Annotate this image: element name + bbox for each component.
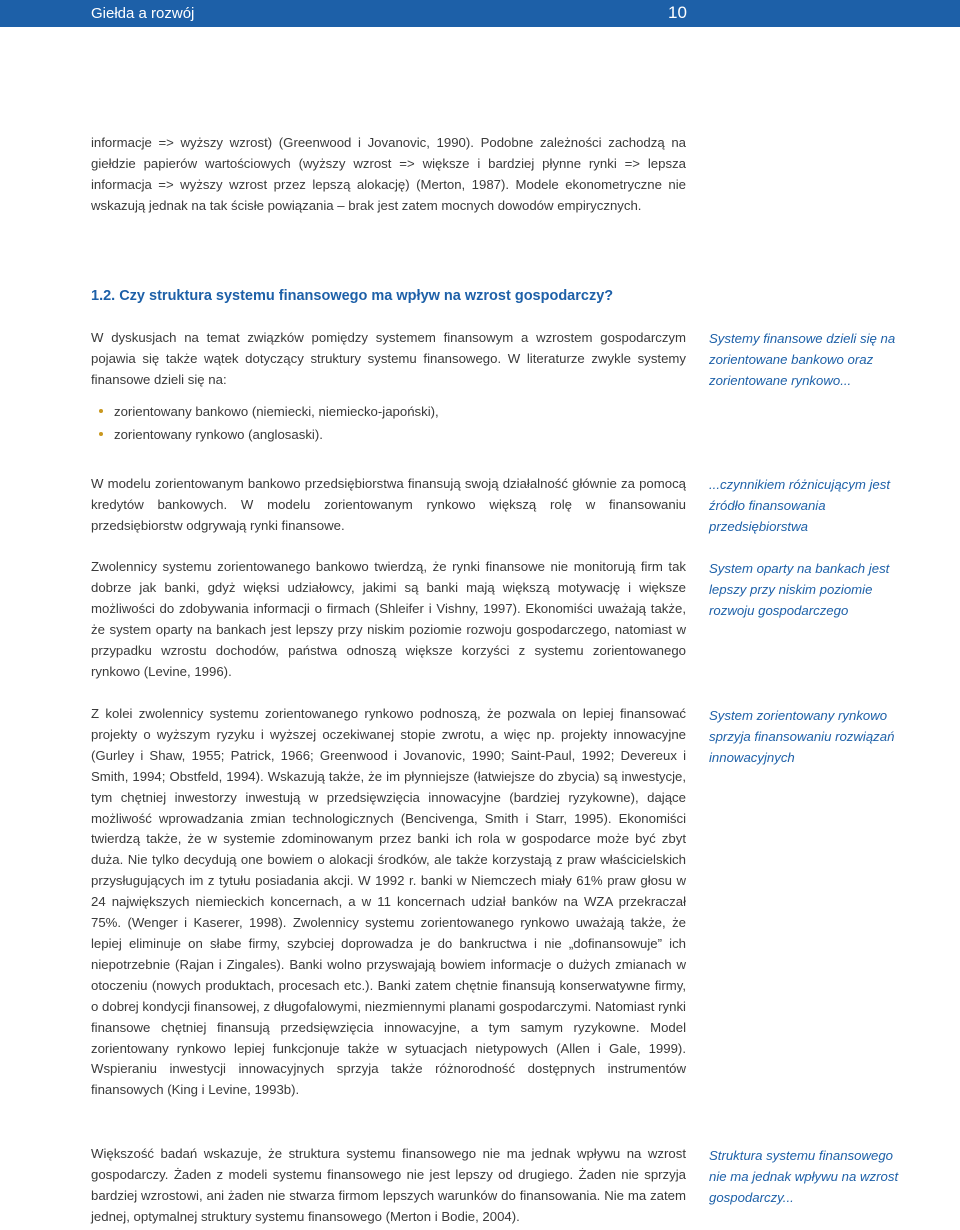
sidenote-structure: Struktura systemu finansowego nie ma jednak wpływu na wzrost gospodarczy... xyxy=(709,1148,899,1205)
paragraph-structure: W dyskusjach na temat związków pomiędzy systemem finansowym a wzrostem gospodarczym pojawia się także wątek dotyczący struktury systemu finansowego. W literaturze zwykle systemy finansowe dzieli się na: xyxy=(91,330,686,387)
sidenote-bank-based: System oparty na bankach jest lepszy przy niskim poziomie rozwoju gospodarczego xyxy=(709,561,890,618)
bullet-icon xyxy=(99,432,103,436)
list-item-text: zorientowany bankowo (niemiecki, niemiecko-japoński), xyxy=(114,404,439,419)
paragraph-conclusion: Większość badań wskazuje, że struktura systemu finansowego nie ma jednak wpływu na wzrost gospodarczy. Żaden z modeli systemu finansowego nie jest lepszy od drugiego. Żaden nie sprzyja bardziej wzrostowi, ani żaden nie stwarza firmom lepszych warunków do finansowania. Nie ma zatem jednej, optymalnej struktury systemu finansowego (Merton i Bodie, 2004). xyxy=(91,1146,686,1224)
bullet-list xyxy=(91,401,439,447)
paragraph-market-supporters: Z kolei zwolennicy systemu zorientowanego rynkowo podnoszą, że pozwala on lepiej finansować projekty o wyższym ryzyku i wyższej oczekiwanej stopie zwrotu, a więc np. projekty innowacyjne (Gurley i Shaw, 1955; Patrick, 1966; Greenwood i Jovanovic, 1990; Saint-Paul, 1992; Devereux i Smith, 1994; Obstfeld, 1994). Wskazują także, że im płynniejsze (łatwiejsze do zbycia) są inwestycje, tym chętniej inwestorzy inwestują w przedsięwzięcia innowacyjne (bardziej ryzykowne), dające możliwość wprowadzania zmian technologicznych (Bencivenga, Smith i Starr, 1995). Ekonomiści twierdzą także, że w systemie zdominowanym przez banki ich rola w gospodarce może być zbyt duża. Nie tylko decydują one bowiem o alokacji środków, ale także korzystają z praw właścicielskich przysługujących im z tytułu posiadania akcji. W 1992 r. banki w Niemczech miały 61% praw głosu w 24 największych niemieckich koncernach, a w 11 koncernach udział banków na WZA przekraczał 75%. (Wenger i Kaserer, 1998). Zwolennicy systemu zorientowanego rynkowo uważają także, że lepiej eliminuje on słabe firmy, szybciej doprowadza je do bankructwa i nie „dofinansowuje” ich niepotrzebnie (Rajan i Zingales). Banki wolno przyswajają bowiem informacje o dużych zmianach w otoczeniu (nowych produktach, procesach etc.). Banki zatem chętnie finansują konserwatywne firmy, o dobrej kondycji finansowej, z długofalowymi, niezmiennymi planami gospodarczymi. Natomiast rynki finansowe chętniej finansują przedsięwzięcia innowacyjne, a tym samym ryzykowne. Model zorientowany rynkowo lepiej funkcjonuje także w sytuacjach nietypowych (Allen i Gale, 1999). Wspieraniu inwestycji innowacyjnych sprzyja także różnorodność dostępnych instrumentów finansowych (King i Levine, 1993b). xyxy=(91,706,686,1098)
list-item xyxy=(91,424,439,445)
sidenote-financing-source: ...czynnikiem różnicującym jest źródło finansowania przedsiębiorstwa xyxy=(709,477,891,534)
paragraph-bank-supporters: Zwolennicy systemu zorientowanego bankowo twierdzą, że rynki finansowe nie monitorują firm tak dobrze jak banki, gdyż więksi udziałowcy, jakimi są banki mają większą motywację i większe możliwości do zdobywania informacji o firmach (Shleifer i Vishny, 1997). Ekonomiści uważają także, że system oparty na bankach jest lepszy przy niskim poziomie rozwoju gospodarczego, natomiast w przypadku wzrostu dochodów, państwa odnoszą większe korzyści z systemu zorientowanego rynkowo (Levine, 1996). xyxy=(91,559,686,679)
list-item-text: zorientowany rynkowo (anglosaski). xyxy=(114,427,323,442)
section-heading: 1.2. Czy struktura systemu finansowego ma wpływ na wzrost gospodarczy? xyxy=(91,288,614,304)
sidenote-market-based: System zorientowany rynkowo sprzyja finansowaniu rozwiązań innowacyjnych xyxy=(709,708,895,765)
paragraph-models: W modelu zorientowanym bankowo przedsiębiorstwa finansują swoją działalność głównie za pomocą kredytów bankowych. W modelu zorientowanym rynkowo większą rolę w finansowaniu przedsiębiorstw odgrywają rynki finansowe. xyxy=(91,476,686,533)
paragraph-intro: informacje => wyższy wzrost) (Greenwood i Jovanovic, 1990). Podobne zależności zachodzą na giełdzie papierów wartościowych (wyższy wzrost => większe i bardziej płynne rynki => lepsza informacja => wyższy wzrost przez lepszą alokację) (Merton, 1987). Modele ekonometryczne nie wskazują jednak na tak ścisłe powiązania – brak jest zatem mocnych dowodów empirycznych. xyxy=(91,135,686,213)
page-number: 10 xyxy=(668,3,687,22)
sidenote-systems: Systemy finansowe dzieli się na zorientowane bankowo oraz zorientowane rynkowo... xyxy=(709,331,896,388)
list-item xyxy=(91,401,439,422)
bullet-icon xyxy=(99,409,103,413)
running-title: Giełda a rozwój xyxy=(91,5,195,22)
page-header xyxy=(0,0,960,27)
